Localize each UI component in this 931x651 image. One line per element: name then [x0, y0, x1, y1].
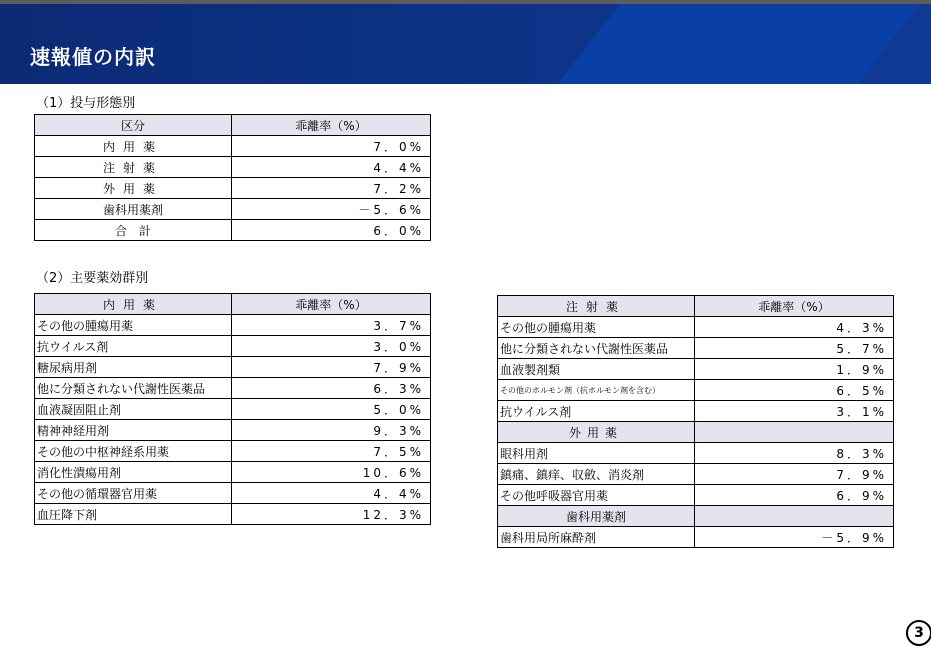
internal-medicine-table	[34, 293, 431, 525]
row-value: 7．0%	[232, 136, 431, 157]
row-value: 4．3%	[695, 317, 894, 338]
table-row	[35, 462, 431, 483]
row-label: 歯科用局所麻酔剤	[498, 527, 695, 548]
row-value: 4．4%	[232, 483, 431, 504]
row-value: 7．9%	[695, 464, 894, 485]
table-row	[498, 464, 894, 485]
table-row	[35, 199, 431, 220]
table-row-total	[35, 220, 431, 241]
row-label: 合 計	[35, 220, 232, 241]
row-label: その他のホルモン剤（抗ホルモン剤を含む）	[498, 380, 695, 401]
row-label: 他に分類されない代謝性医薬品	[498, 338, 695, 359]
table-row	[498, 443, 894, 464]
section2-title: （2）主要薬効群別	[36, 271, 149, 286]
row-value: 10．6%	[232, 462, 431, 483]
table-row	[498, 317, 894, 338]
row-value: －5．9%	[695, 527, 894, 548]
row-value: －5．6%	[232, 199, 431, 220]
table-row	[35, 504, 431, 525]
table-header-row	[35, 115, 431, 136]
row-label: その他の中枢神経系用薬	[35, 441, 232, 462]
table-row	[35, 336, 431, 357]
row-value: 6．0%	[232, 220, 431, 241]
row-label: その他の腫瘍用薬	[35, 315, 232, 336]
table-row	[35, 441, 431, 462]
row-label: 精神神経用剤	[35, 420, 232, 441]
row-label: その他の循環器官用薬	[35, 483, 232, 504]
subheader-external: 外用薬	[498, 422, 695, 443]
row-label: 血圧降下剤	[35, 504, 232, 525]
row-value: 7．9%	[232, 357, 431, 378]
table-row	[35, 136, 431, 157]
row-label: 抗ウイルス剤	[498, 401, 695, 422]
row-label: その他呼吸器官用薬	[498, 485, 695, 506]
row-label: 注射薬	[35, 157, 232, 178]
row-value: 3．0%	[232, 336, 431, 357]
subheader-dental: 歯科用薬剤	[498, 506, 695, 527]
row-label: 眼科用剤	[498, 443, 695, 464]
row-label: 歯科用薬剤	[35, 199, 232, 220]
table-row	[498, 359, 894, 380]
table-row	[498, 527, 894, 548]
row-value: 4．4%	[232, 157, 431, 178]
row-value: 12．3%	[232, 504, 431, 525]
column-header-category: 注射薬	[498, 296, 695, 317]
row-label: 血液製剤類	[498, 359, 695, 380]
row-label: 内用薬	[35, 136, 232, 157]
row-label: 血液凝固阻止剤	[35, 399, 232, 420]
injection-external-dental-table	[497, 295, 894, 548]
row-label: 鎮痛、鎮痒、収斂、消炎剤	[498, 464, 695, 485]
row-value: 9．3%	[232, 420, 431, 441]
row-value: 7．2%	[232, 178, 431, 199]
row-value: 8．3%	[695, 443, 894, 464]
table-row	[35, 357, 431, 378]
row-value: 5．0%	[232, 399, 431, 420]
row-value: 6．5%	[695, 380, 894, 401]
table-header-row	[35, 294, 431, 315]
table-row	[498, 485, 894, 506]
section1-title: （1）投与形態別	[36, 96, 136, 111]
column-header-category: 内用薬	[35, 294, 232, 315]
column-header-category: 区分	[35, 115, 232, 136]
row-label: 他に分類されない代謝性医薬品	[35, 378, 232, 399]
row-label: その他の腫瘍用薬	[498, 317, 695, 338]
row-value: 6．3%	[232, 378, 431, 399]
row-value: 7．5%	[232, 441, 431, 462]
banner-accent	[557, 4, 920, 84]
row-label: 糖尿病用剤	[35, 357, 232, 378]
row-label: 消化性潰瘍用剤	[35, 462, 232, 483]
title-banner	[0, 4, 931, 84]
row-label: 外用薬	[35, 178, 232, 199]
table-header-row	[498, 296, 894, 317]
table-row	[498, 401, 894, 422]
column-header-rate: 乖離率（%）	[232, 294, 431, 315]
row-label: 抗ウイルス剤	[35, 336, 232, 357]
subheader-blank	[695, 422, 894, 443]
dosage-form-table	[34, 114, 431, 241]
page-number-badge: 3	[906, 620, 931, 646]
table-row	[35, 483, 431, 504]
table-row	[35, 399, 431, 420]
table-row	[35, 315, 431, 336]
row-value: 3．1%	[695, 401, 894, 422]
table-row	[35, 378, 431, 399]
column-header-rate: 乖離率（%）	[695, 296, 894, 317]
table-row	[35, 157, 431, 178]
row-value: 1．9%	[695, 359, 894, 380]
subheader-row	[498, 506, 894, 527]
page-title: 速報値の内訳	[30, 45, 156, 69]
row-value: 3．7%	[232, 315, 431, 336]
row-value: 6．9%	[695, 485, 894, 506]
table-row	[35, 178, 431, 199]
row-value: 5．7%	[695, 338, 894, 359]
subheader-row	[498, 422, 894, 443]
table-row	[35, 420, 431, 441]
column-header-rate: 乖離率（%）	[232, 115, 431, 136]
table-row	[498, 380, 894, 401]
subheader-blank	[695, 506, 894, 527]
table-row	[498, 338, 894, 359]
